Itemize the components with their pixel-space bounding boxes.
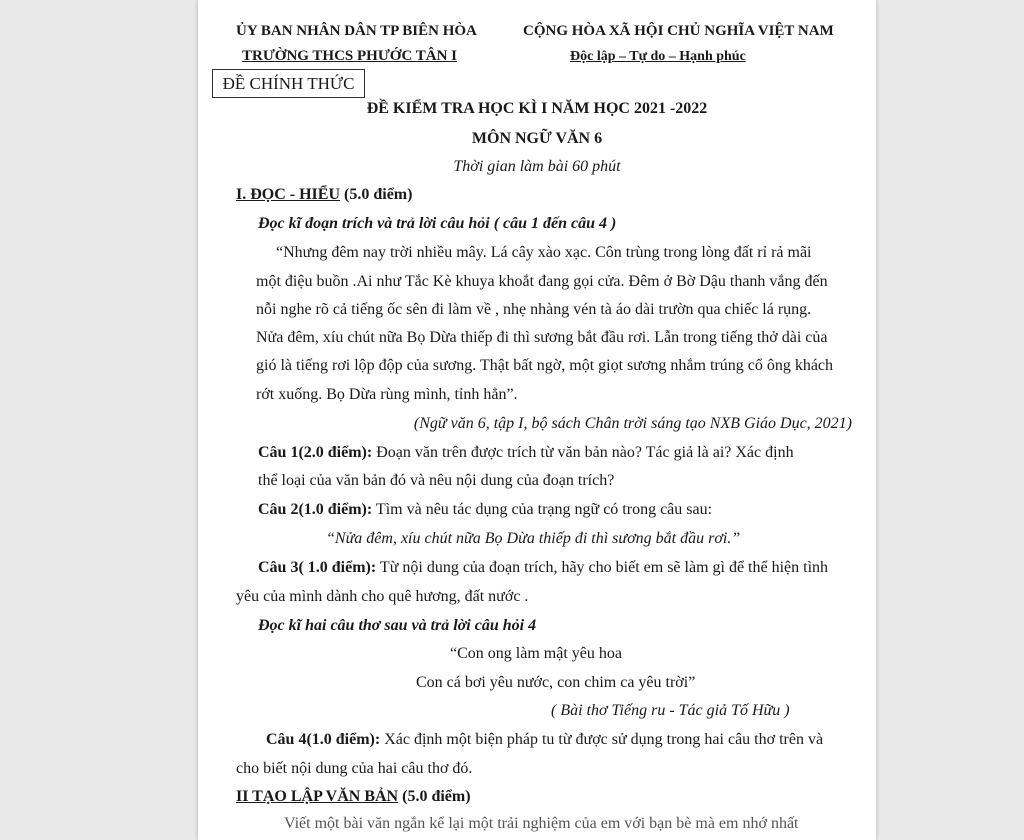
poem-source: ( Bài thơ Tiếng ru - Tác giả Tố Hữu ) — [551, 702, 790, 719]
question-2-quote: “Nửa đêm, xíu chút nữa Bọ Dừa thiếp đi thì sương bắt đầu rơi.” — [326, 530, 741, 547]
question-2-label: Câu 2(1.0 điểm): — [258, 501, 373, 518]
section1-instruction: Đọc kĩ đoạn trích và trả lời câu hỏi ( câu 1 đến câu 4 ) — [258, 215, 617, 232]
question-4 — [266, 731, 823, 749]
header-republic: CỘNG HÒA XÃ HỘI CHỦ NGHĨA VIỆT NAM — [523, 23, 834, 39]
duration: Thời gian làm bài 60 phút — [453, 158, 621, 175]
passage-source: (Ngữ văn 6, tập I, bộ sách Chân trời sáng tạo NXB Giáo Dục, 2021) — [413, 415, 852, 432]
question-3 — [258, 559, 828, 577]
section1-heading — [236, 186, 412, 204]
passage-line: Nửa đêm, xíu chút nữa Bọ Dừa thiếp đi thì sương bắt đầu rơi. Lẫn trong tiếng thở dài của — [256, 329, 828, 346]
section2-points: (5.0 điểm) — [398, 788, 471, 805]
question-4-continued: cho biết nội dung của hai câu thơ đó. — [236, 760, 473, 777]
poem-line-2: Con cá bơi yêu nước, con chim ca yêu trời” — [416, 674, 696, 691]
passage-line: một điệu buồn .Ai như Tắc Kè khuya khoắt đang gọi cửa. Đêm ở Bờ Dậu thanh vắng đến — [256, 273, 828, 290]
section2-title: II TẠO LẬP VĂN BẢN — [236, 788, 399, 805]
section1-points: (5.0 điểm) — [340, 186, 413, 203]
passage-line: gió là tiếng rơi lộp độp của sương. Thật bất ngờ, một giọt sương nhắm trúng cổ ông khách — [256, 357, 834, 374]
question-1-text: Đoạn văn trên được trích từ văn bản nào? Tác giả là ai? Xác định — [372, 444, 794, 461]
section1-title: I. ĐỌC - HIỂU — [236, 186, 341, 203]
question-4-label: Câu 4(1.0 điểm): — [266, 731, 381, 748]
passage-line: “Nhưng đêm nay trời nhiều mây. Lá cây xào xạc. Côn trùng trong lòng đất rỉ rả mãi — [276, 244, 812, 261]
exam-title: ĐỀ KIỂM TRA HỌC KÌ I NĂM HỌC 2021 -2022 — [366, 100, 708, 117]
question-1-continued: thể loại của văn bản đó và nêu nội dung của đoạn trích? — [258, 472, 615, 489]
subject-title: MÔN NGỮ VĂN 6 — [471, 130, 603, 147]
question-2-text: Tìm và nêu tác dụng của trạng ngữ có trong câu sau: — [372, 501, 713, 518]
official-exam-box: ĐỀ CHÍNH THỨC — [212, 69, 365, 98]
question-1-label: Câu 1(2.0 điểm): — [258, 444, 373, 461]
passage-line: rớt xuống. Bọ Dừa rùng mình, tỉnh hẳn”. — [256, 386, 518, 403]
poem-instruction: Đọc kĩ hai câu thơ sau và trả lời câu hỏi 4 — [258, 617, 537, 634]
passage-line: nỗi nghe rõ cả tiếng ốc sên đi làm về , nhẹ nhàng vén tà áo dài trườn qua chiếc lá rụng. — [256, 301, 812, 318]
question-3-text: Từ nội dung của đoạn trích, hãy cho biết em sẽ làm gì để thể hiện tình — [376, 559, 829, 576]
header-school: TRƯỜNG THCS PHƯỚC TÂN I — [242, 48, 458, 64]
question-1 — [258, 444, 794, 462]
question-2 — [258, 501, 712, 519]
poem-line-1: “Con ong làm mật yêu hoa — [450, 645, 622, 662]
header-committee: ỦY BAN NHÂN DÂN TP BIÊN HÒA — [236, 23, 477, 39]
section2-heading — [236, 788, 471, 806]
section2-prompt-cutoff: Viết một bài văn ngắn kể lại một trải nghiệm của em với bạn bè mà em nhớ nhất — [284, 815, 799, 832]
question-4-text: Xác định một biện pháp tu từ được sử dụng trong hai câu thơ trên và — [380, 731, 824, 748]
question-3-continued: yêu của mình dành cho quê hương, đất nước . — [236, 588, 529, 605]
document-page — [198, 0, 876, 840]
question-3-label: Câu 3( 1.0 điểm): — [258, 559, 377, 576]
header-motto: Độc lập – Tự do – Hạnh phúc — [570, 49, 746, 64]
